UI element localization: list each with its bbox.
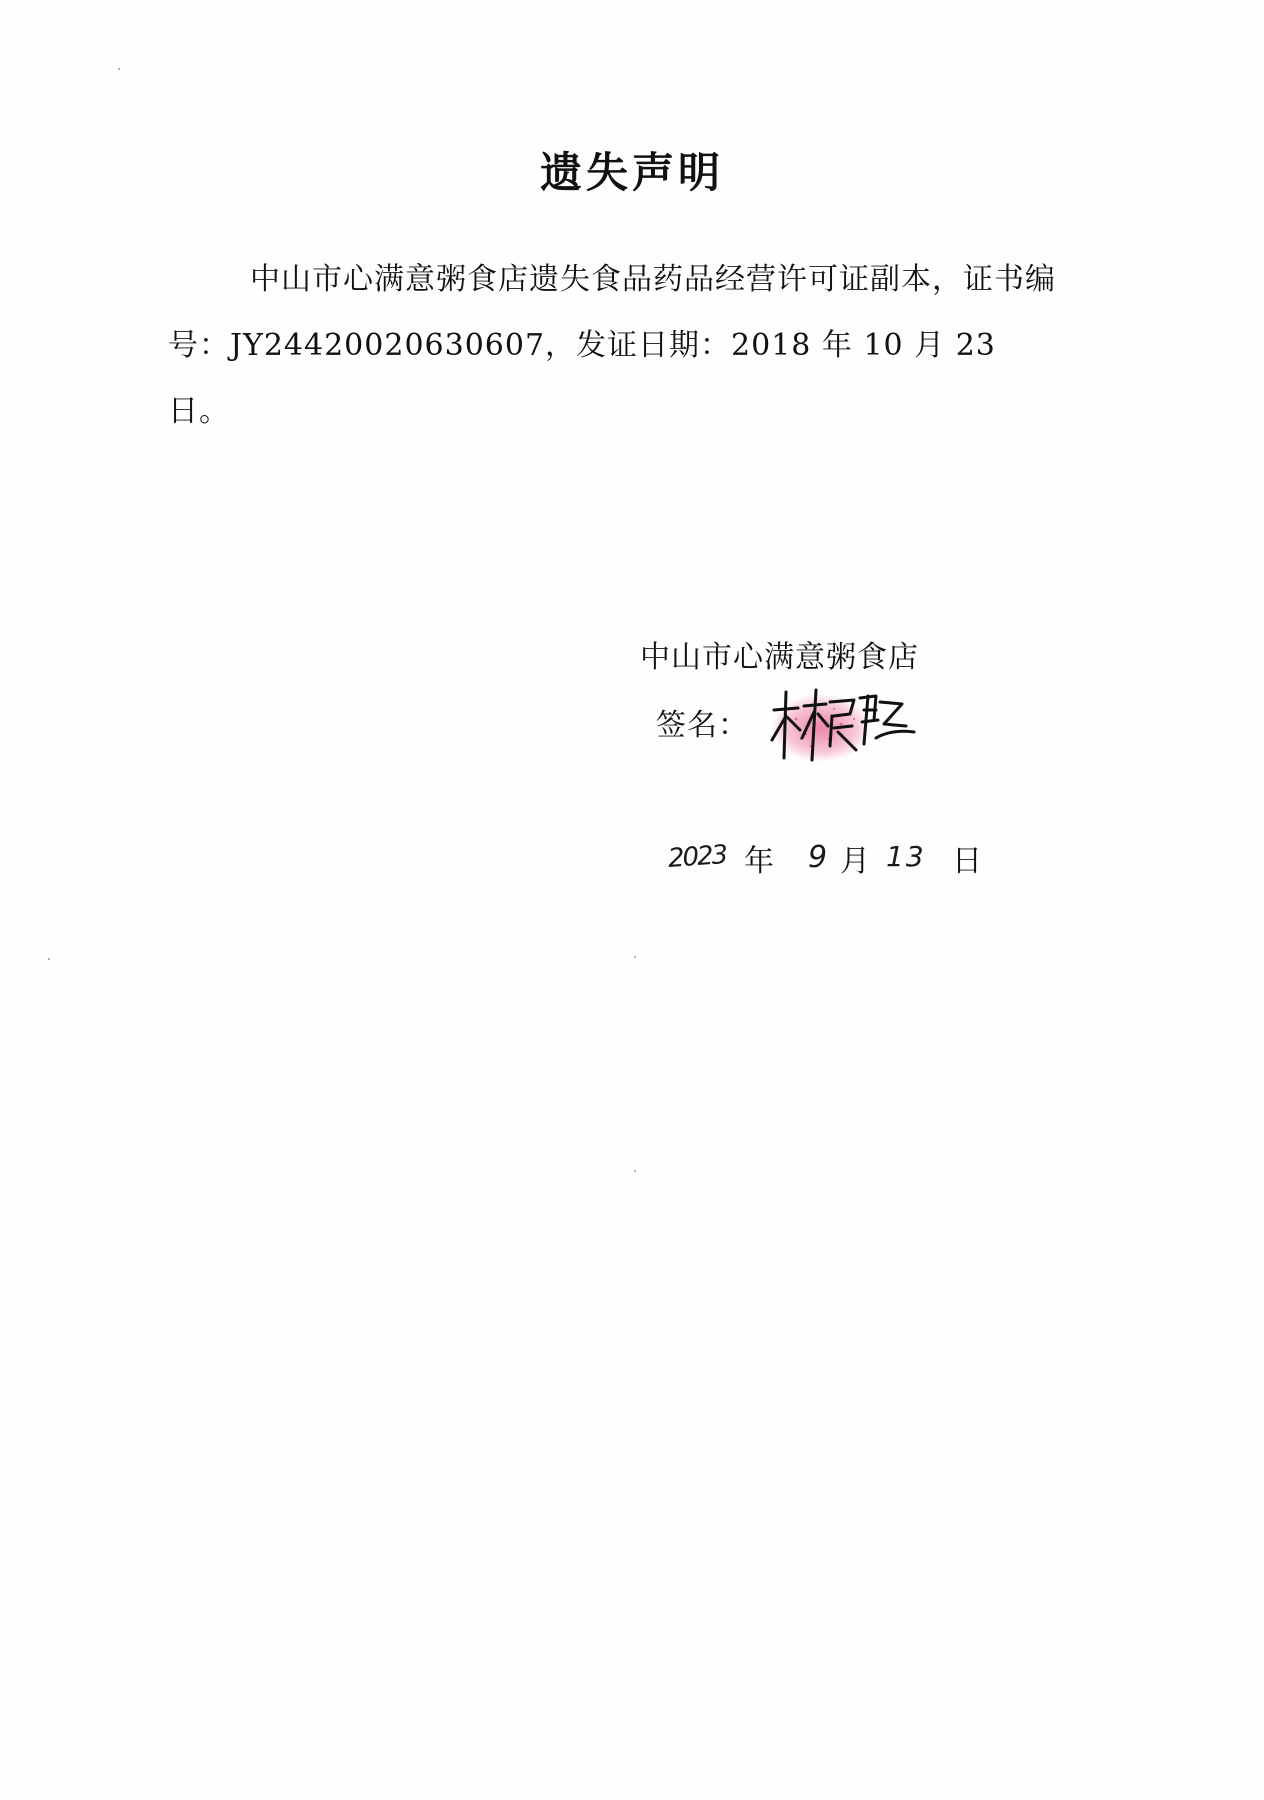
document-body: 中山市心满意粥食店遗失食品药品经营许可证副本，证书编号：JY24420020630607，发证日期：2018 年 10 月 23 日。 (168, 262, 1056, 429)
date-month-handwritten: 9 (808, 840, 828, 875)
date-day-unit: 日 (952, 844, 982, 879)
handwritten-signature (764, 680, 924, 770)
signature-label: 签名： (656, 708, 749, 743)
scan-speck (634, 1170, 636, 1172)
company-name: 中山市心满意粥食店 (640, 640, 919, 675)
scan-speck (634, 956, 636, 958)
date-year-handwritten: 2023 (667, 840, 728, 874)
declaration-date (668, 836, 1008, 886)
scan-speck (48, 958, 50, 960)
date-year-unit: 年 (744, 844, 774, 879)
date-day-handwritten: 13 (886, 840, 926, 873)
document-title: 遗失声明 (539, 148, 724, 197)
signature-block (656, 690, 976, 780)
date-month-unit: 月 (840, 844, 870, 879)
scan-speck (118, 68, 120, 70)
